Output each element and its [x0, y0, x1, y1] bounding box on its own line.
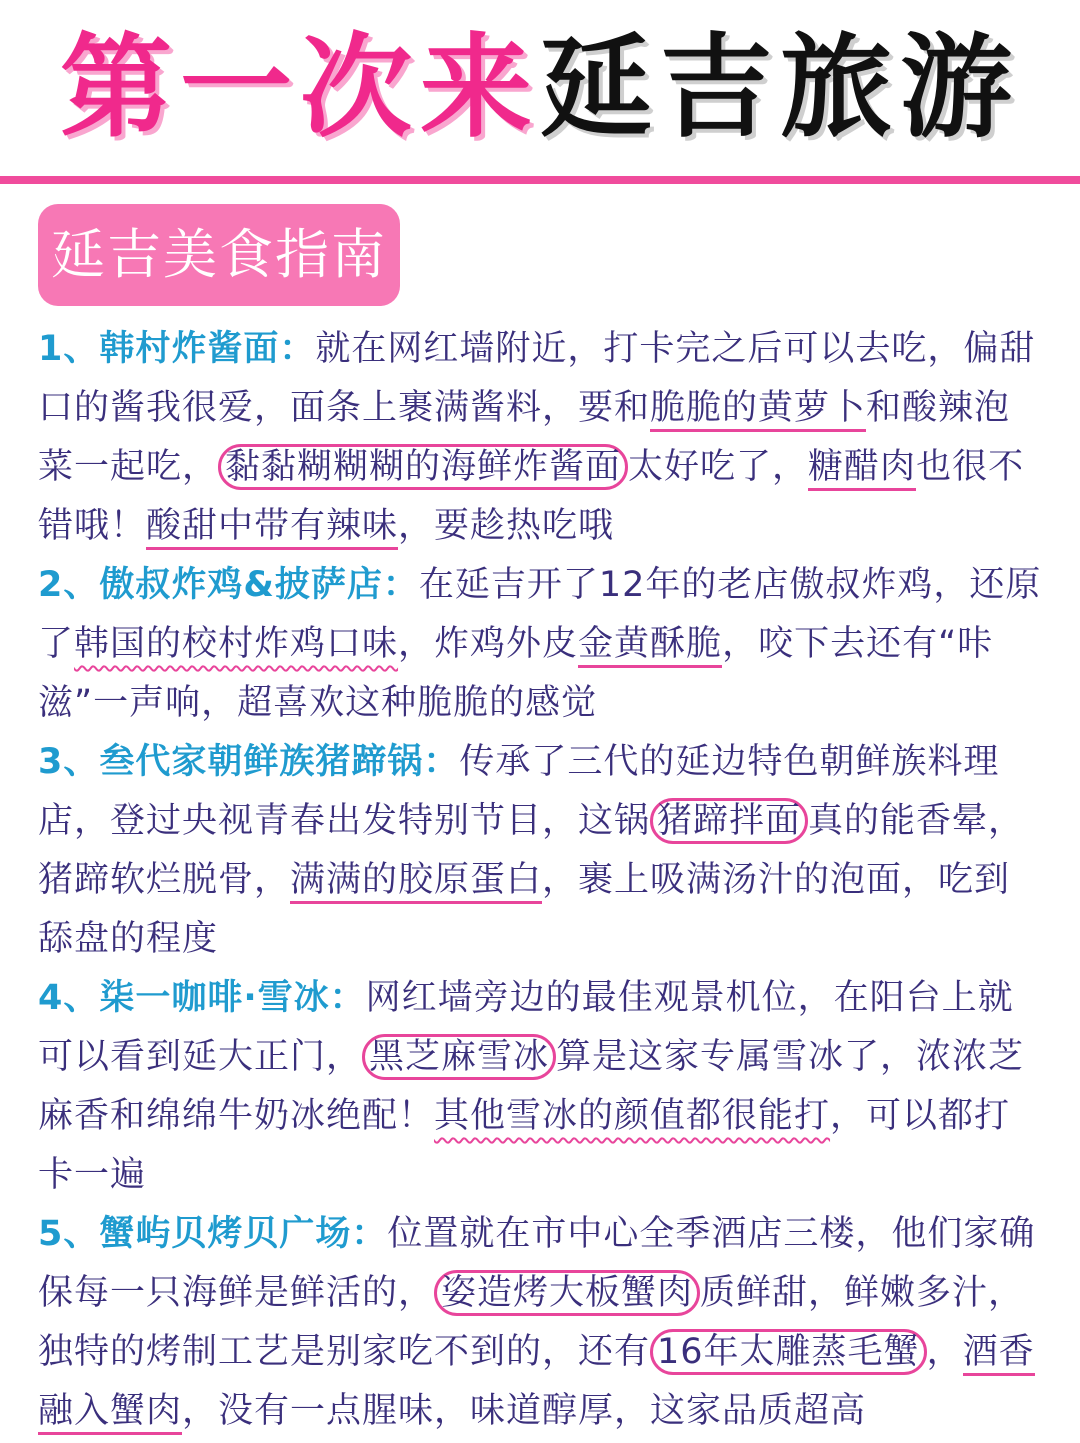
item-text: ， [926, 1332, 963, 1372]
highlight-text: 满满的胶原蛋白 [290, 860, 542, 904]
item-text: ，炸鸡外皮 [398, 624, 579, 664]
item-text: ，要趁热吃哦 [398, 506, 615, 546]
item-text: 太好吃了， [628, 447, 809, 487]
list-item [38, 1205, 1042, 1441]
highlight-text: 糖醋肉 [808, 447, 916, 491]
highlight-text: 其他雪冰的颜值都很能打 [434, 1096, 831, 1136]
item-text: ，没有一点腥味，味道醇厚，这家品质超高 [182, 1391, 867, 1431]
food-guide-list [38, 320, 1042, 1441]
highlight-text: 金黄酥脆 [578, 624, 722, 668]
list-item [38, 556, 1042, 733]
item-title: 4、柒一咖啡·雪冰： [38, 978, 366, 1018]
highlight-text: 姿造烤大板蟹肉 [434, 1270, 700, 1316]
list-item [38, 320, 1042, 556]
item-text: 在延吉开了12年的老店傲叔炸鸡，还原了 [38, 565, 1042, 664]
highlight-text: 黑芝麻雪冰 [362, 1034, 556, 1080]
item-title: 5、蟹屿贝烤贝广场： [38, 1214, 388, 1254]
item-title: 3、叁代家朝鲜族猪蹄锅： [38, 742, 460, 782]
title-pink-part: 第一次来 [60, 23, 540, 153]
list-item [38, 969, 1042, 1205]
item-text: 和酸辣泡菜一起吃， [38, 388, 1011, 487]
item-text: 位置就在市中心全季酒店三楼，他们家确保每一只海鲜是鲜活的， [38, 1214, 1036, 1313]
item-text: 网红墙旁边的最佳观景机位，在阳台上就可以看到延大正门， [38, 978, 1014, 1077]
highlight-text: 酸甜中带有辣味 [146, 506, 398, 550]
page-title [0, 0, 1080, 176]
item-text: ，咬下去还有“咔滋”一声响，超喜欢这种脆脆的感觉 [38, 624, 994, 723]
item-text: 质鲜甜，鲜嫩多汁，独特的烤制工艺是别家吃不到的，还有 [38, 1273, 1025, 1372]
title-divider [0, 176, 1080, 184]
item-title: 1、韩村炸酱面： [38, 329, 316, 369]
item-text: 就在网红墙附近，打卡完之后可以去吃，偏甜口的酱我很爱，面条上裹满酱料，要和 [38, 329, 1036, 428]
highlight-text: 黏黏糊糊糊的海鲜炸酱面 [218, 444, 628, 490]
item-text: 真的能香晕，猪蹄软烂脱骨， [38, 801, 1025, 900]
item-text: 传承了三代的延边特色朝鲜族料理店，登过央视青春出发特别节目，这锅 [38, 742, 1000, 841]
list-item [38, 733, 1042, 969]
highlight-text: 16年太雕蒸毛蟹 [650, 1329, 927, 1375]
highlight-text: 猪蹄拌面 [650, 798, 808, 844]
item-text: ，裹上吸满汤汁的泡面，吃到舔盘的程度 [38, 860, 1011, 959]
item-text: 算是这家专属雪冰了，浓浓芝麻香和绵绵牛奶冰绝配！ [38, 1037, 1025, 1136]
item-title: 2、傲叔炸鸡&披萨店： [38, 565, 419, 605]
section-badge: 延吉美食指南 [38, 204, 400, 306]
title-black-part: 延吉旅游 [540, 23, 1020, 153]
item-text: 也很不错哦！ [38, 447, 1025, 546]
highlight-text: 酒香融入蟹肉 [38, 1332, 1035, 1435]
highlight-text: 脆脆的黄萝卜 [650, 388, 866, 432]
highlight-text: 韩国的校村炸鸡口味 [74, 624, 399, 664]
item-text: ，可以都打卡一遍 [38, 1096, 1011, 1195]
